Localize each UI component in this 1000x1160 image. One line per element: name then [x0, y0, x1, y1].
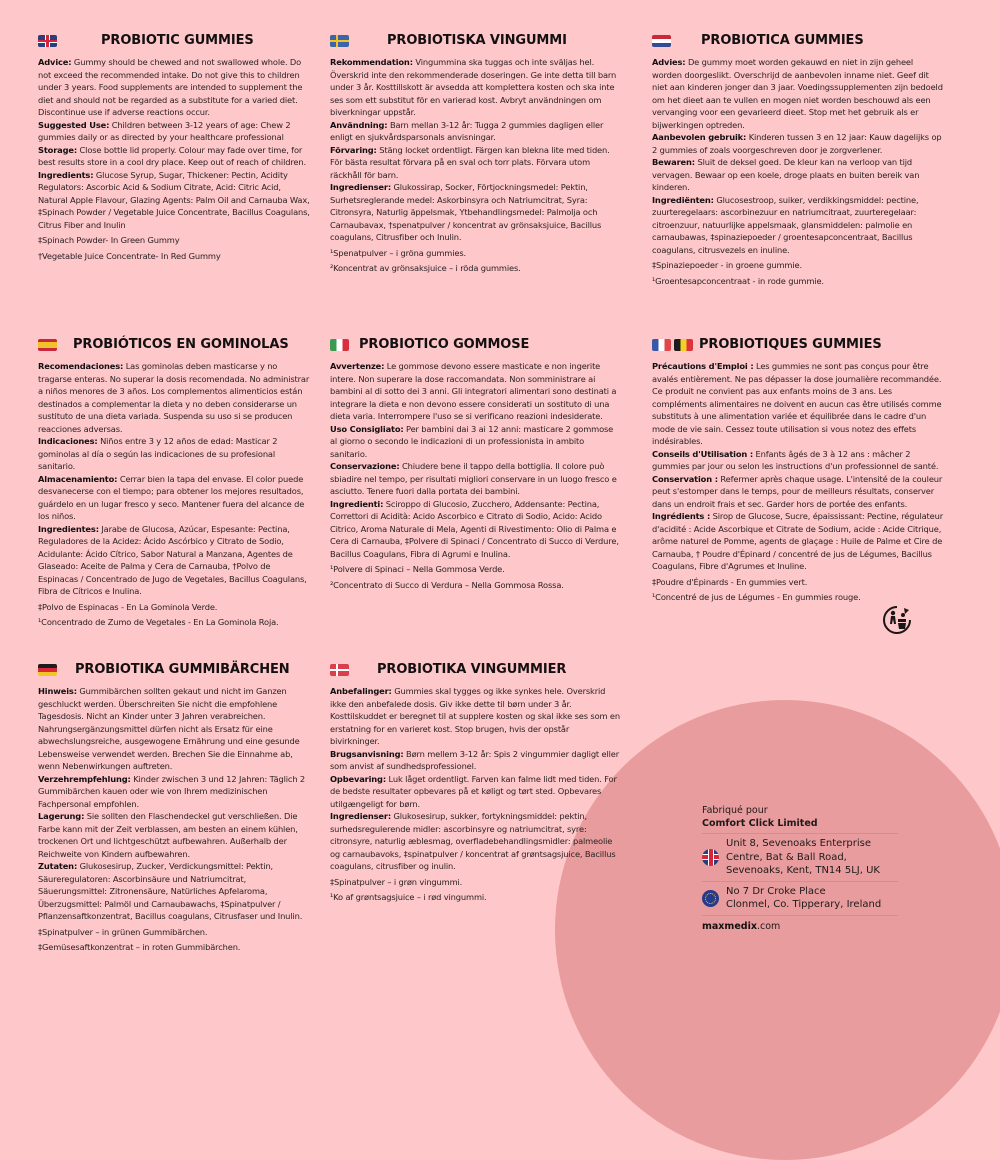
section-paragraph — [330, 181, 620, 244]
paragraph-text: De gummy moet worden gekauwd en niet in zijn geheel worden doorgeslikt. Overschrijd de aanbevolen inname niet. Geef dit niet aan kinderen jonger dan 3 jaar. Voedingssupplementen zijn bedoeld om het dieet aan te vullen en mogen niet worden beschouwd als een vervanging voor een gevarieerd dieet. Stop met het gebruik als er bijwerkingen optreden. — [652, 57, 943, 130]
sweden-flag-icon — [330, 35, 349, 47]
paragraph-text: Sirop de Glucose, Sucre, épaississant: Pectine, régulateur d'acidité : Acide Ascorbique et Citrate de Sodium, acide : Acide Citrique, arôme naturel de Pomme, agents de glaçage : Huile de Palme et Cire de Carnauba, † Poudre d'Épinard / concentré de jus de Légumes, Bacillus Coagulans, Fibre d'Agrumes et Inuline. — [652, 511, 943, 571]
section-paragraph — [330, 748, 620, 773]
spain-flag-icon — [38, 339, 57, 351]
paragraph-label: Ingredienti: — [330, 498, 384, 509]
section-paragraph — [330, 498, 620, 561]
section-title: PROBIOTIQUES GUMMIES — [699, 336, 882, 352]
paragraph-label: Zutaten: — [38, 861, 78, 871]
section-title: PROBIOTICA GUMMIES — [701, 32, 864, 48]
section-paragraph — [38, 473, 310, 523]
belgium-flag-icon — [674, 339, 693, 351]
paragraph-text: Sciroppo di Glucosio, Zucchero, Addensante: Pectina, Correttori di Acidità: Acido Ascorbico e Citrato di Sodio, Acido: Acido Citrico, Aroma Naturale di Mela, Agenti di Rivestimento: Olio di Palma e Cera di Carnauba, ‡Polvere di Spinaci / Concentrato di Succo di Verdure, Bacillus Coagulans, Fibra di Agrumi e Inulina. — [330, 498, 619, 559]
paragraph-text: Luk låget ordentligt. Farven kan falme lidt med tiden. For de bedste resultater opbevares på et køligt og tørt sted. Opbevares utilgængeligt for børn. — [330, 773, 617, 809]
section-title: PROBIOTICO GOMMOSE — [359, 336, 530, 352]
address-line: Sevenoaks, Kent, TN14 5LJ, UK — [726, 865, 880, 876]
paragraph-text: Enfants âgés de 3 à 12 ans : mâcher 2 gummies par jour ou selon les instructions d'un professionnel de santé. — [652, 448, 939, 471]
paragraph-label: Storage: — [38, 144, 78, 155]
address-line: Unit 8, Sevenoaks Enterprise — [726, 838, 872, 849]
paragraph-text: Les gummies ne sont pas conçus pour être avalés entièrement. Ne pas dépasser la dose journalière recommandée. Ce produit ne convient pas aux enfants moins de 3 ans. Les compléments alimentaires ne doivent en aucun cas être utilisés comme substituts à une alimentation variée et équilibrée dans le cadre d'un mode de vie sain. Cessez toute utilisation si vous notez des effets indésirables. — [652, 361, 942, 446]
paragraph-label: Verzehrempfehlung: — [38, 773, 131, 784]
paragraph-label: Conseils d'Utilisation : — [652, 448, 754, 459]
paragraph-text: Glucose Syrup, Sugar, Thickener: Pectin, Acidity Regulators: Ascorbic Acid & Sodium Citrate, Acid: Citric Acid, Natural Apple Flavour, Glazing Agents: Palm Oil and Carnauba Wax, ‡Spinach Powder / Vegetable Juice Concentrate, Bacillus Coagulans, Citrus Fiber and Inulin — [38, 169, 310, 230]
section-paragraph — [38, 435, 310, 473]
website-rest: .com — [756, 920, 781, 932]
paragraph-text: Glucosestroop, suiker, verdikkingsmiddel: pectine, zuurteregelaars: ascorbinezuur en natriumcitraat, zuurteregelaar: citroenzuur, natuurlijke appelsmaak, glansmiddelen: palmolie en carnaubawas, ‡spinaziepoeder / groentesapconcentraat, Bacillus coagulans, citrusvezels en inuline. — [652, 194, 919, 255]
manufacturer-info — [702, 804, 898, 933]
denmark-flag-icon — [330, 664, 349, 676]
section-paragraph — [652, 131, 944, 156]
section-nl — [652, 30, 944, 287]
paragraph-text: Children between 3-12 years of age: Chew 2 gummies daily or as directed by your healthcare professional — [38, 119, 291, 142]
paragraph-text: Gummy should be chewed and not swallowed whole. Do not exceed the recommended intake. Do not give this to children under 3 years. Food supplements are intended to supplement the diet and should not be regarded as a substitute for a varied diet. Discontinue use if adverse reactions occur. — [38, 57, 303, 117]
section-paragraph — [330, 810, 620, 873]
paragraph-text: Niños entre 3 y 12 años de edad: Masticar 2 gominolas al día o según las indicaciones de su profesional sanitario. — [38, 436, 278, 471]
paragraph-label: Almacenamiento: — [38, 473, 118, 484]
section-it — [330, 334, 620, 591]
paragraph-label: Advice: — [38, 57, 72, 67]
footnote: ¹Polvere di Spinaci – Nella Gommosa Verde. — [330, 564, 505, 574]
paragraph-label: Conservazione: — [330, 461, 400, 471]
section-paragraph — [652, 448, 944, 473]
paragraph-label: Ingredienser: — [330, 182, 391, 192]
paragraph-text: Jarabe de Glucosa, Azúcar, Espesante: Pectina, Reguladores de la Acidez: Ácido Ascórbico y Citrato de Sodio, Acidulante: Ácido Cítrico, Sabor Natural a Manzana, Agentes de Glaseado: Aceite de Palma y Cera de Carnauba, †Polvo de Espinacas / Concentrado de Jugo de Vegetales, Bacillus Coagulans, Fibra de Cítricos e Inulina. — [38, 523, 307, 596]
section-da — [330, 659, 620, 904]
section-paragraph — [652, 194, 944, 257]
section-title: PROBIÓTICOS EN GOMINOLAS — [73, 336, 289, 352]
paragraph-text: Glukosesirup, Zucker, Verdickungsmittel: Pektin, Säureregulatoren: Ascorbinsäure und Natriumcitrat, Säuerungsmittel: Zitronensäure, Natürliches Apfelaroma, Überzugsmittel: Palmöl und Carnaubawachs, ‡Spinatpulver / Pflanzensaftkonzentrat, Bacillus coagulans, Citrusfaser und Inulin. — [38, 861, 303, 921]
paragraph-label: Ingrediënten: — [652, 194, 714, 205]
paragraph-label: Rekommendation: — [330, 57, 413, 67]
paragraph-label: Avvertenze: — [330, 361, 385, 371]
section-title: PROBIOTIKA VINGUMMIER — [377, 661, 567, 677]
section-title: PROBIOTISKA VINGUMMI — [387, 32, 567, 48]
paragraph-text: Sie sollten den Flaschendeckel gut verschließen. Die Farbe kann mit der Zeit verblassen, am besten an einem kühlen, trockenen Ort und lichtgeschützt aufbewahren. Außerhalb der Reichweite von Kindern aufbewahren. — [38, 811, 298, 859]
section-paragraph — [38, 773, 310, 811]
paragraph-label: Ingrédients : — [652, 511, 711, 521]
paragraph-label: Recomendaciones: — [38, 361, 124, 371]
paragraph-text: Kinderen tussen 3 en 12 jaar: Kauw dagelijks op 2 gummies of zoals voorgeschreven door je zorgverlener. — [652, 132, 942, 155]
footnote: ‡Spinatpulver – in grünen Gummibärchen. — [38, 926, 208, 937]
section-paragraph — [330, 360, 620, 423]
footnote: ¹Ko af grøntsagsjuice – i rød vingummi. — [330, 892, 487, 902]
triman-recycling-icon — [882, 605, 912, 635]
paragraph-label: Suggested Use: — [38, 119, 110, 130]
section-title: PROBIOTIC GUMMIES — [101, 32, 254, 48]
france-flag-icon — [652, 339, 671, 351]
paragraph-text: Glukosesirup, sukker, fortykningsmiddel: pektin, surhedsregulerende midler: ascorbinsyre og natriumcitrat, syre: citronsyre, naturlig æblesmag, overfladebehandlingsmidler: palmeolie og carnaubavoks, ‡spinatpulver / koncentrat af grøntsagsjuice, Bacillus coagulans, citrusfiber og inulin. — [330, 811, 616, 871]
paragraph-text: Cerrar bien la tapa del envase. El color puede desvanecerse con el tiempo; para obtener los mejores resultados, guárdelo en un lugar fresco y seco. Mantener fuera del alcance de los niños. — [38, 473, 305, 521]
section-title: PROBIOTIKA GUMMIBÄRCHEN — [75, 661, 290, 677]
paragraph-text: Vingummina ska tuggas och inte sväljas hel. Överskrid inte den rekommenderade doseringen. Ge inte detta till barn under 3 år. Kosttillskott är avsedda att komplettera kosten och ska inte ses som ett substitut för en varierad kost. Avbryt användningen om biverkningar uppstår. — [330, 57, 617, 117]
paragraph-text: Chiudere bene il tappo della bottiglia. Il colore può sbiadire nel tempo, per risultati migliori conservare in un luogo fresco e asciutto. Tenere fuori dalla portata dei bambini. — [330, 461, 617, 496]
paragraph-label: Ingredientes: — [38, 523, 99, 534]
paragraph-label: Indicaciones: — [38, 436, 98, 446]
paragraph-text: Barn mellan 3-12 år: Tugga 2 gummies dagligen eller enligt en sjukvårdsparsonals anvisningar. — [330, 119, 604, 142]
section-paragraph — [330, 423, 620, 461]
paragraph-text: Stäng locket ordentligt. Färgen kan blekna lite med tiden. För bästa resultat förvara på en sval och torr plats. Förvara utom räckhåll för barn. — [330, 144, 610, 180]
address-line: Clonmel, Co. Tipperary, Ireland — [726, 899, 882, 910]
section-es — [38, 334, 310, 629]
website-bold: maxmedix — [702, 920, 757, 932]
footnote: ‡Gemüsesaftkonzentrat – in roten Gummibärchen. — [38, 942, 241, 952]
paragraph-text: Gummies skal tygges og ikke synkes hele. Overskrid ikke den anbefalede dosis. Giv ikke dette til børn under 3 år. Kosttilskuddet er beregnet til at supplere kosten og skal ikke ses som en erstatning for en varieret kost. Stop brugen, hvis der opstår bivirkninger. — [330, 686, 620, 746]
paragraph-label: Ingredienser: — [330, 811, 391, 821]
paragraph-text: Las gominolas deben masticarse y no tragarse enteras. No superar la dosis recomendada. No administrar a niños menores de 3 años. Los complementos alimenticios están destinados a complementar la dieta y no deben considerarse un sustituto de una dieta variada. Suspenda su uso si se producen reacciones adversas. — [38, 361, 310, 434]
footnote: ‡Spinach Powder- In Green Gummy — [38, 235, 180, 245]
paragraph-text: Glukossirap, Socker, Förtjockningsmedel: Pektin, Surhetsreglerande medel: Askorbinsyra och Natriumcitrat, Syra: Citronsyra, Naturlig äppelsmak, Ytbehandlingsmedel: Palmolja och Carnaubavax, †spenatpulver / koncentrat av grönsaksjuice, Bacillus coagulans, Citrusfiber och Inulin. — [330, 182, 602, 242]
address-line: No 7 Dr Croke Place — [726, 885, 826, 897]
paragraph-text: Per bambini dai 3 ai 12 anni: masticare 2 gommose al giorno o secondo le indicazioni di un professionista in ambito sanitario. — [330, 423, 614, 459]
paragraph-label: Aanbevolen gebruik: — [652, 132, 747, 142]
company-name: Comfort Click Limited — [702, 818, 818, 829]
section-sv — [330, 30, 620, 275]
section-paragraph — [652, 360, 944, 448]
section-paragraph — [38, 169, 310, 232]
section-paragraph — [38, 119, 310, 144]
footnote: ²Concentrato di Succo di Verdura – Nella Gommosa Rossa. — [330, 579, 564, 590]
paragraph-label: Uso Consigliato: — [330, 423, 404, 434]
paragraph-text: Sluit de deksel goed. De kleur kan na verloop van tijd vervagen. Bewaar op een koele, droge plaats en buiten bereik van kinderen. — [652, 157, 920, 192]
paragraph-text: Kinder zwischen 3 und 12 Jahren: Täglich 2 Gummibärchen kauen oder wie von Ihrem medizinischen Fachpersonal empfohlen. — [38, 773, 306, 809]
section-paragraph — [652, 56, 944, 131]
paragraph-text: Børn mellem 3-12 år: Spis 2 vingummier dagligt eller som anvist af sundhedsprofessionel. — [330, 748, 620, 771]
paragraph-label: Advies: — [652, 57, 686, 67]
section-fr — [652, 334, 944, 604]
footnote: ¹Groentesapconcentraat - in rode gummie. — [652, 275, 824, 286]
paragraph-label: Förvaring: — [330, 144, 377, 155]
section-paragraph — [330, 119, 620, 144]
paragraph-label: Précautions d'Emploi : — [652, 361, 754, 371]
section-paragraph — [38, 685, 310, 773]
footnote: ¹Spenatpulver – i gröna gummies. — [330, 247, 466, 258]
footnote: ¹Concentrado de Zumo de Vegetales - En La Gominola Roja. — [38, 617, 279, 627]
section-paragraph — [38, 860, 310, 923]
paragraph-text: Refermer après chaque usage. L'intensité de la couleur peut s'estomper dans le temps, pour de meilleurs résultats, conserver dans un endroit frais et sec. Garder hors de portée des enfants. — [652, 473, 943, 509]
section-paragraph — [330, 773, 620, 811]
paragraph-text: Close bottle lid properly. Colour may fade over time, for best results store in a cool dry place. Keep out of reach of children. — [38, 144, 306, 167]
section-paragraph — [330, 56, 620, 119]
paragraph-text: Le gommose devono essere masticate e non ingerite intere. Non superare la dose raccomandata. Non somministrare ai bambini al di sotto dei 3 anni. Gli integratori alimentari sono destinati a integrare la dieta e non devono essere considerati un sostituto di una dieta varia. Interrompere l'uso se si verificano reazioni indesiderate. — [330, 361, 617, 421]
netherlands-flag-icon — [652, 35, 671, 47]
paragraph-text: Gummibärchen sollten gekaut und nicht im Ganzen geschluckt werden. Überschreiten Sie nicht die empfohlene Tagesdosis. Nicht an Kinder unter 3 Jahren verabreichen. Nahrungsergänzungsmittel dürfen nicht als Ersatz für eine abwechslungsreiche, ausgewogene Ernährung und eine gesunde Lebensweise verwendet werden. Brechen Sie die Einnahme ab, wenn Nebenwirkungen auftreten. — [38, 686, 300, 771]
section-paragraph — [652, 510, 944, 573]
paragraph-label: Anbefalinger: — [330, 686, 392, 696]
section-paragraph — [330, 685, 620, 748]
section-paragraph — [330, 460, 620, 498]
uk-flag-icon — [702, 849, 719, 866]
section-paragraph — [652, 473, 944, 511]
address-ie — [702, 881, 898, 915]
paragraph-label: Lagerung: — [38, 811, 85, 821]
paragraph-label: Brugsanvisning: — [330, 748, 404, 759]
uk-flag-icon — [38, 35, 57, 47]
section-paragraph — [38, 360, 310, 435]
section-en — [38, 30, 310, 262]
footnote: ‡Spinatpulver – i grøn vingummi. — [330, 876, 463, 887]
italy-flag-icon — [330, 339, 349, 351]
footnote: ‡Polvo de Espinacas - En La Gominola Verde. — [38, 601, 218, 612]
section-paragraph — [38, 810, 310, 860]
section-paragraph — [330, 144, 620, 182]
website-link[interactable] — [702, 915, 898, 933]
section-paragraph — [38, 523, 310, 598]
section-de — [38, 659, 310, 954]
made-for-label: Fabriqué pour — [702, 805, 768, 816]
section-paragraph — [38, 56, 310, 119]
paragraph-label: Opbevaring: — [330, 773, 387, 784]
footnote: ‡Spinaziepoeder - in groene gummie. — [652, 260, 802, 270]
eu-flag-icon — [702, 890, 719, 907]
paragraph-label: Hinweis: — [38, 686, 77, 696]
footnote: ¹Concentré de jus de Légumes - En gummies rouge. — [652, 592, 861, 602]
paragraph-label: Användning: — [330, 119, 388, 130]
footnote: †Vegetable Juice Concentrate- In Red Gummy — [38, 250, 221, 261]
section-paragraph — [652, 156, 944, 194]
footnote: ‡Poudre d'Épinards - En gummies vert. — [652, 576, 808, 587]
paragraph-label: Ingredients: — [38, 169, 94, 180]
paragraph-label: Bewaren: — [652, 157, 695, 167]
paragraph-label: Conservation : — [652, 473, 718, 484]
address-line: Centre, Bat & Ball Road, — [726, 851, 847, 863]
section-paragraph — [38, 144, 310, 169]
footnote: ²Koncentrat av grönsaksjuice – i röda gummies. — [330, 263, 521, 273]
address-uk — [702, 833, 898, 881]
germany-flag-icon — [38, 664, 57, 676]
